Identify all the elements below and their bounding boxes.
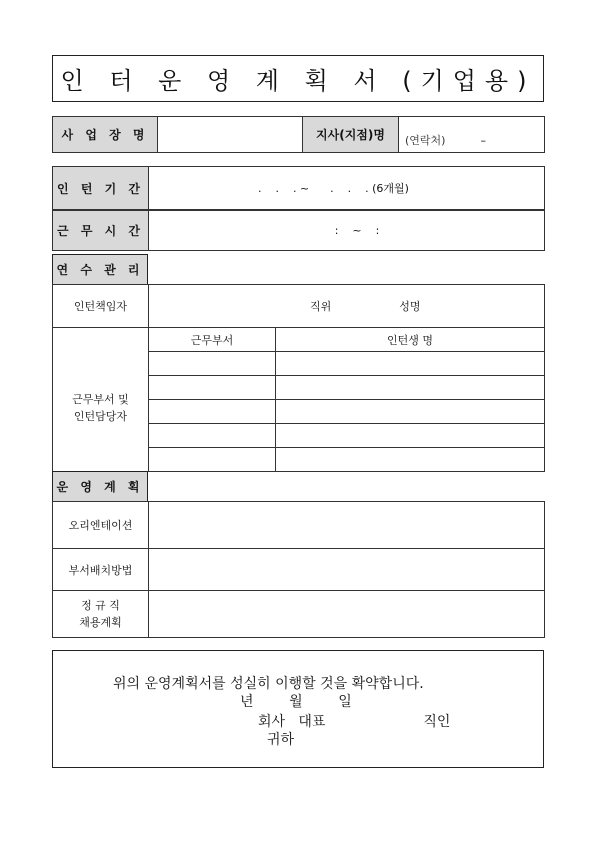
manager-position-label: 직위 — [309, 300, 332, 313]
dept-placement-label: 부서배치방법 — [53, 549, 149, 591]
intern-period-label: 인 턴 기 간 — [53, 167, 149, 210]
contact-label: (연락처) — [405, 134, 446, 147]
pledge-statement: 위의 운영계획서를 성실히 이행할 것을 확약합니다. — [113, 676, 424, 692]
training-section-label: 연 수 관 리 — [52, 254, 148, 284]
working-hours-row — [52, 210, 545, 251]
manager-name-label: 성명 — [399, 300, 421, 313]
intern-name-cell[interactable] — [276, 424, 545, 448]
intern-name-cell[interactable] — [276, 448, 545, 472]
page-title — [52, 55, 544, 102]
regular-hiring-label: 정 규 직 채용계획 — [53, 591, 149, 638]
branch-name-label: 지사(지점)명 — [303, 117, 399, 153]
dept-placement-field[interactable] — [149, 549, 545, 591]
plan-table — [52, 501, 545, 638]
dept-cell[interactable] — [149, 400, 276, 424]
plan-section-label: 운 영 계 획 — [52, 471, 148, 501]
intern-period-row — [52, 166, 545, 210]
intern-manager-label: 인턴책임자 — [53, 285, 149, 328]
regular-hiring-field[interactable] — [149, 591, 545, 638]
contact-field[interactable] — [399, 117, 545, 153]
working-hours-value: : ~ : — [334, 224, 380, 237]
contact-dash: – — [480, 134, 486, 147]
working-hours-field[interactable] — [149, 211, 545, 251]
dept-cell[interactable] — [149, 448, 276, 472]
working-hours-label: 근 무 시 간 — [53, 211, 149, 251]
intern-name-column-header: 인턴생 명 — [276, 328, 545, 352]
dept-column-header: 근무부서 — [149, 328, 276, 352]
company-row — [52, 116, 545, 153]
company-name-field[interactable] — [158, 117, 303, 153]
dept-cell[interactable] — [149, 352, 276, 376]
orientation-label: 오리엔테이션 — [53, 502, 149, 549]
intern-period-field[interactable] — [149, 167, 545, 210]
dept-cell[interactable] — [149, 424, 276, 448]
intern-name-cell[interactable] — [276, 376, 545, 400]
pledge-box — [52, 650, 544, 768]
company-name-label: 사 업 장 명 — [53, 117, 158, 153]
pledge-date: 년 월 일 — [240, 694, 352, 710]
page-title-text: 인 터 운 영 계 획 서 (기업용) — [60, 67, 536, 95]
intern-name-cell[interactable] — [276, 352, 545, 376]
dept-and-supervisor-label: 근무부서 및 인턴담당자 — [53, 328, 149, 472]
intern-manager-field[interactable] — [149, 285, 545, 328]
intern-name-cell[interactable] — [276, 400, 545, 424]
pledge-signature-line: 회사 대표 직인 — [258, 714, 451, 730]
dept-cell[interactable] — [149, 376, 276, 400]
training-table — [52, 284, 545, 472]
pledge-addressee: 귀하 — [267, 732, 295, 748]
orientation-field[interactable] — [149, 502, 545, 549]
intern-period-value: . . . ~ . . . (6개월) — [257, 182, 409, 195]
